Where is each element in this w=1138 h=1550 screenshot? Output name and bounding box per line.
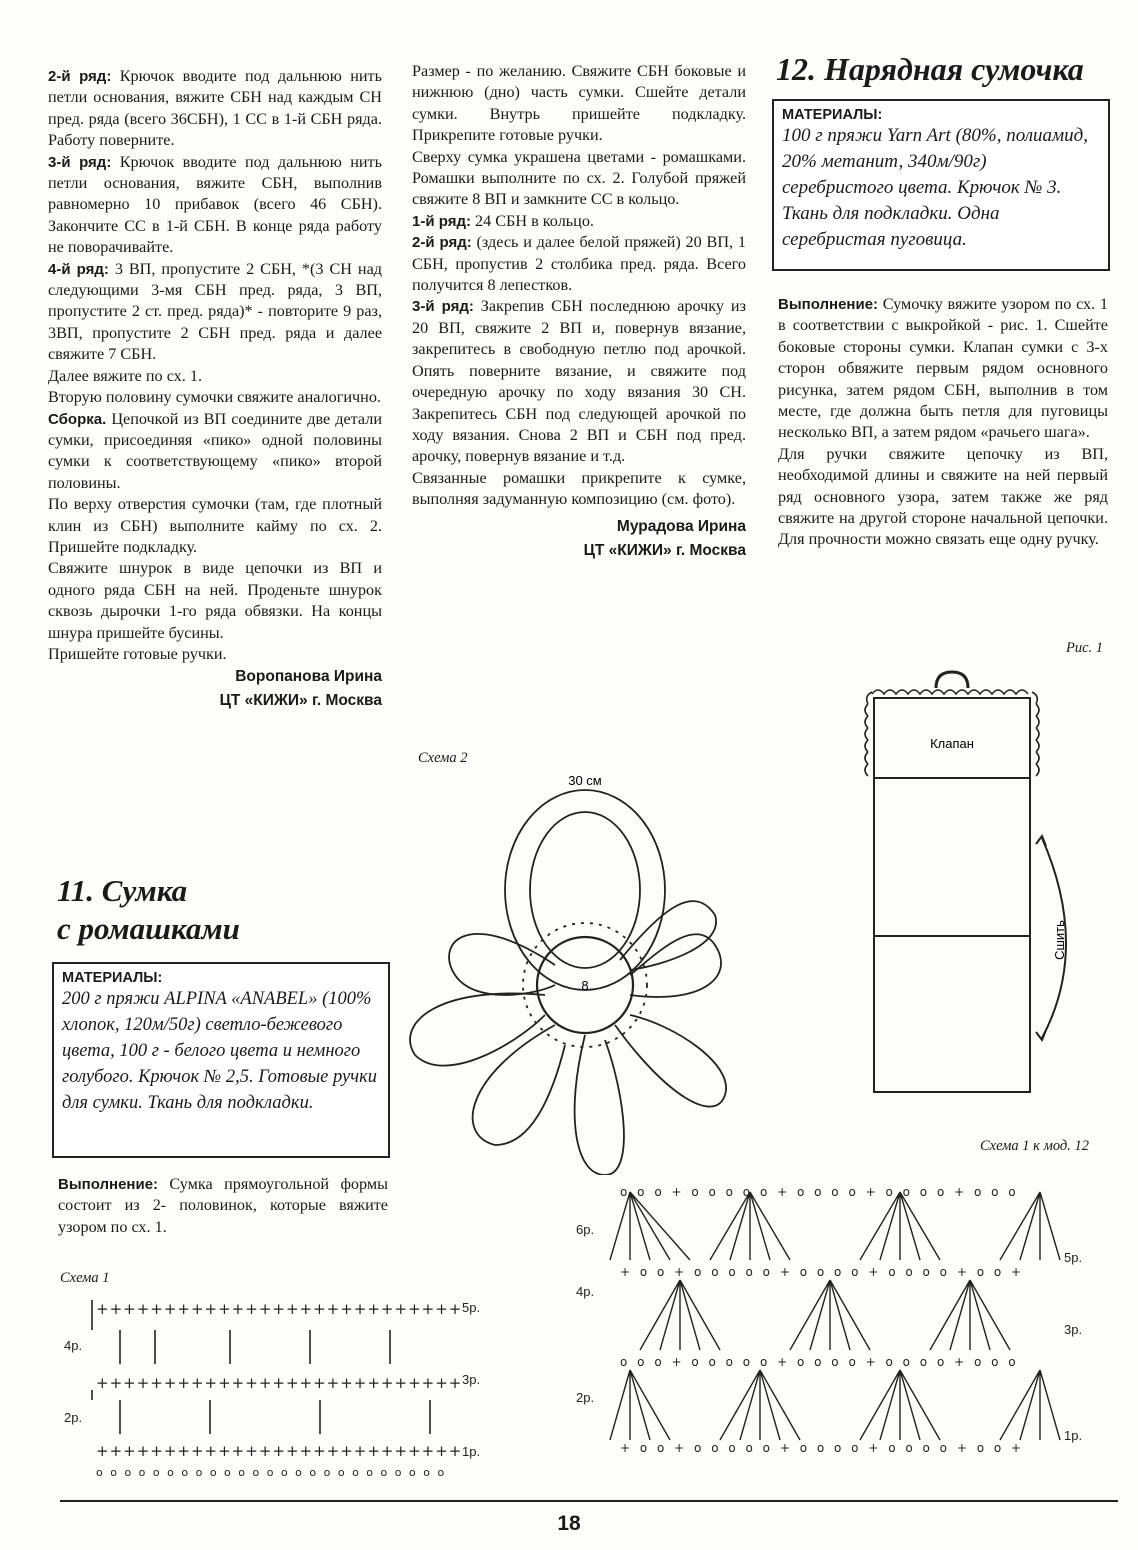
section-12-title: 12. Нарядная сумочка xyxy=(776,51,1084,87)
fan xyxy=(930,1280,1010,1350)
row-label: 1р. xyxy=(462,1444,481,1459)
row3-text: Крючок вводите под дальнюю нить петли основания, вяжите СБН, выполнив равномерно 10 прибавок (всего 46 СБН). Закончите СС в 1-й СБН. В конце ряда работу не поворачивайте. xyxy=(48,152,382,257)
row3-label: 3-й ряд: xyxy=(48,153,112,171)
row4-label: 4-й ряд: xyxy=(48,260,109,278)
materials-text: 100 г пряжи Yarn Art (80%, полиамид, 20% метанит, 340м/90г) серебристого цвета. Крючок № 3. Ткань для подкладки. Одна серебристая пуговица. xyxy=(782,125,1089,250)
fan xyxy=(610,1192,690,1260)
row1-text: 24 СБН в кольцо. xyxy=(470,211,594,230)
flap-edge-top xyxy=(872,690,1028,694)
arc-label: 30 см xyxy=(568,773,602,788)
materials-label: МАТЕРИАЛЫ: xyxy=(62,970,163,986)
assembly-label: Сборка. xyxy=(48,410,107,428)
author-name: Воропанова Ирина xyxy=(235,668,382,686)
section-11-title xyxy=(57,872,240,948)
paragraph: Сверху сумка украшена цветами - ромашками. Ромашки выполните по сх. 2. Голубой пряжей свяжите 8 ВП и замкните СС в кольцо. xyxy=(412,147,746,209)
row-label: 5р. xyxy=(1064,1250,1083,1265)
paragraph: Размер - по желанию. Свяжите СБН боковые и нижнюю (дно) часть сумки. Сшейте детали сумки. Внутрь пришейте подкладку. Прикрепите готовые ручки. xyxy=(412,62,746,145)
row-plus: +++++++++++++++++++++++++++ xyxy=(96,1442,463,1460)
figure-caption-schema1-12: Схема 1 к мод. 12 xyxy=(980,1138,1089,1154)
stitch-chart-11 xyxy=(60,1290,490,1490)
row-chain: o o o + o o o o o + o o o o + o o o o + o o o xyxy=(620,1185,1019,1199)
column-3-text xyxy=(778,294,1108,551)
author-org: ЦТ «КИЖИ» г. Москва xyxy=(219,692,382,710)
row-chain: + o o + o o o o o + o o o o + o o o o + o o + xyxy=(620,1265,1025,1279)
section-11-execution xyxy=(58,1174,388,1238)
row3-text: Закрепив СБН последнюю арочку из 20 ВП, свяжите 2 ВП и, повернув вязание, закрепитесь в свободную петлю под арочкой. Опять поверните вязание, и свяжите под очередную арочку по ходу вязания 30 СН. Закрепитесь СБН под следующей арочкой по ходу вязания. Снова 2 ВП и СБН под пред. арочку, повернув вязание и т.д. xyxy=(412,297,746,466)
bag-outline xyxy=(874,698,1030,1092)
row-label: 5р. xyxy=(462,1300,481,1315)
fan xyxy=(1000,1192,1060,1260)
page-number: 18 xyxy=(557,1512,581,1535)
fan xyxy=(1000,1370,1060,1440)
paragraph: По верху отверстия сумочки (там, где плотный клин из СБН) выполните кайму по сх. 2. Пришейте подкладку. xyxy=(48,495,382,556)
paragraph: Пришейте готовые ручки. xyxy=(48,644,227,663)
title-line-2: с ромашками xyxy=(57,911,240,946)
petal xyxy=(575,1035,624,1175)
bag-pattern-drawing xyxy=(850,668,1090,1108)
row4-text: 3 ВП, пропустите 2 СБН, *(3 СН над следующими 3-мя СБН пред. ряда, 3 ВП, пропустите 2 ст. пред. ряда)* - повторите 9 раз, 3ВП, пропустите 2 СБН пред. ряда и далее свяжите 7 СБН. xyxy=(48,259,382,364)
fan xyxy=(860,1192,940,1260)
materials-box-11 xyxy=(52,962,390,1158)
sew-label: Сшить xyxy=(1052,920,1067,960)
row-label: 2р. xyxy=(576,1390,595,1405)
materials-text: 200 г пряжи ALPINA «ANABEL» (100% хлопок, 120м/50г) светло-бежевого цвета, 100 г - белого цвета и немного голубого. Крючок № 2,5. Готовые ручки для сумки. Ткань для подкладки. xyxy=(62,989,377,1113)
row-label: 4р. xyxy=(576,1284,595,1299)
row-label: 1р. xyxy=(1064,1428,1083,1443)
figure-caption-schema1: Схема 1 xyxy=(60,1270,110,1286)
petal xyxy=(410,993,545,1065)
petal xyxy=(449,934,555,995)
paragraph: Связанные ромашки прикрепите к сумке, выполняя задуманную композицию (см. фото). xyxy=(412,468,746,509)
fan xyxy=(720,1370,800,1440)
row-label: 3р. xyxy=(462,1372,481,1387)
execution-text: Сумка прямоугольной формы состоит из 2- половинок, которые вяжите узором по сх. 1. xyxy=(58,1175,388,1236)
row2-label: 2-й ряд: xyxy=(412,234,472,252)
row3-label: 3-й ряд: xyxy=(412,298,474,316)
flap-edge-right xyxy=(1032,692,1039,776)
row-plus: +++++++++++++++++++++++++++ xyxy=(96,1374,463,1392)
title-line-1: 11. Сумка xyxy=(57,873,188,908)
figure-caption-ris1: Рис. 1 xyxy=(1066,640,1104,656)
row2-text: (здесь и далее белой пряжей) 20 ВП, 1 СБН, пропустив 2 столбика пред. ряда. Всего получится 8 лепестков. xyxy=(412,233,746,295)
row2-label: 2-й ряд: xyxy=(48,68,112,85)
figure-caption-schema2: Схема 2 xyxy=(418,750,468,766)
center-label: 8 xyxy=(581,978,589,993)
row-label: 3р. xyxy=(1064,1322,1083,1337)
footer-rule xyxy=(60,1500,1118,1502)
flap-label: Клапан xyxy=(930,736,974,751)
row-plus: +++++++++++++++++++++++++++ xyxy=(96,1300,463,1318)
author-name: Мурадова Ирина xyxy=(616,517,746,535)
assembly-text: Цепочкой из ВП соедините две детали сумки, присоединяя «пико» одной половины сумки к соответствующему «пико» второй половины. xyxy=(48,409,382,492)
row-chain: + o o + o o o o o + o o o o + o o o o + o o + xyxy=(620,1441,1025,1455)
fan xyxy=(640,1280,720,1350)
author-org: ЦТ «КИЖИ» г. Москва xyxy=(583,541,746,559)
column-2-text xyxy=(412,61,746,563)
row-label: 6р. xyxy=(576,1222,595,1237)
execution-text: Сумочку вяжите узором по сх. 1 в соответствии с выкройкой - рис. 1. Сшейте боковые стороны сумки. Клапан сумки с 3-х сторон обвяжите первым рядом основного рисунка, затем рядом СБН, выполнив в том месте, где должна быть петля для пуговицы несколько ВП, а затем рядом «рачьего шага». xyxy=(778,295,1108,442)
paragraph: Для ручки свяжите цепочку из ВП, необходимой длины и свяжите на ней первый ряд основного узора, затем также же ряд свяжите на другой стороне начальной цепочки. Для прочности можно связать еще одну ручку. xyxy=(778,444,1108,549)
petal-inner xyxy=(530,812,640,968)
row-chain: o o o + o o o o o + o o o o + o o o o + o o o xyxy=(620,1355,1019,1369)
row2-text: Крючок вводите под дальнюю нить петли основания, вяжите СБН над каждым СН пред. ряда (всего 36СБН), 1 СС в 1-й СБН ряда. Работу поверните. xyxy=(48,67,382,150)
fan xyxy=(610,1370,670,1440)
paragraph: Вторую половину сумочки свяжите аналогично. xyxy=(48,388,381,407)
fan xyxy=(860,1370,940,1440)
execution-label: Выполнение: xyxy=(58,1176,159,1193)
materials-label: МАТЕРИАЛЫ: xyxy=(782,107,883,123)
arrow-bottom xyxy=(1036,1030,1046,1040)
row-label: 2р. xyxy=(64,1410,83,1425)
fan xyxy=(710,1192,790,1260)
flower-chart xyxy=(395,755,735,1175)
flap-edge-left xyxy=(865,692,872,776)
paragraph: Свяжите шнурок в виде цепочки из ВП и одного ряда СБН на ней. Проденьте шнурок сквозь дырочки 1-го ряда обвязки. На концы шнура пришейте бусины. xyxy=(48,559,382,642)
petal xyxy=(473,1025,565,1145)
fan xyxy=(790,1280,870,1350)
row-label: 4р. xyxy=(64,1338,83,1353)
row1-label: 1-й ряд: xyxy=(412,212,471,230)
paragraph: Далее вяжите по сх. 1. xyxy=(48,366,202,385)
execution-label: Выполнение: xyxy=(778,296,879,313)
button-loop xyxy=(936,672,968,688)
stitch-chart-12 xyxy=(570,1180,1100,1480)
materials-box-12 xyxy=(772,99,1110,271)
column-1-text xyxy=(48,66,382,713)
row-chain: o o o o o o o o o o o o o o o o o o o o o o o o o xyxy=(96,1466,447,1479)
petal xyxy=(615,1015,726,1107)
arrow-top xyxy=(1036,836,1046,846)
